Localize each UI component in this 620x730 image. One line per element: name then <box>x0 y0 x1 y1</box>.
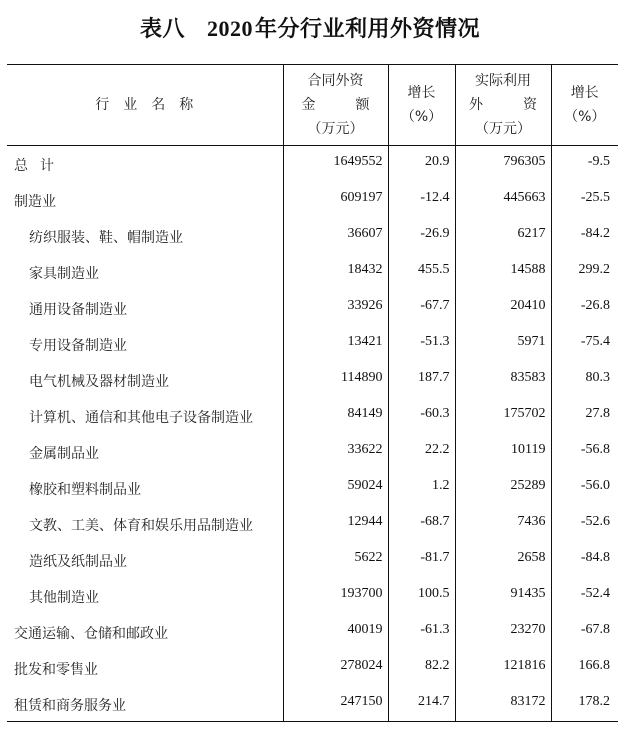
actual-amount-cell: 445663 <box>455 182 551 218</box>
table-row <box>7 470 618 506</box>
actual-growth-cell: -25.5 <box>551 182 618 218</box>
table-row <box>7 326 618 362</box>
actual-growth-cell: -84.2 <box>551 218 618 254</box>
table-row <box>7 542 618 578</box>
contract-growth-cell: 100.5 <box>388 578 455 614</box>
actual-growth-cell: 27.8 <box>551 398 618 434</box>
contract-amount-cell: 13421 <box>283 326 388 362</box>
header-actual-line1: 实际利用 <box>475 73 531 89</box>
actual-growth-cell: -52.4 <box>551 578 618 614</box>
contract-growth-cell: -61.3 <box>388 614 455 650</box>
table-row <box>7 182 618 218</box>
actual-growth-cell: 178.2 <box>551 686 618 722</box>
header-actual-growth <box>551 65 618 146</box>
actual-amount-cell: 91435 <box>455 578 551 614</box>
contract-amount-cell: 33622 <box>283 434 388 470</box>
table-row <box>7 290 618 326</box>
contract-amount-cell: 609197 <box>283 182 388 218</box>
actual-growth-cell: -9.5 <box>551 146 618 182</box>
header-actual-line2: 外 资 <box>469 97 537 113</box>
table-number: 表八 <box>139 16 185 41</box>
actual-amount-cell: 14588 <box>455 254 551 290</box>
table-title <box>0 12 620 43</box>
industry-name-cell: 租赁和商务服务业 <box>7 686 283 722</box>
actual-amount-cell: 25289 <box>455 470 551 506</box>
header-contract-line2: 金 额 <box>301 97 370 113</box>
contract-amount-cell: 278024 <box>283 650 388 686</box>
actual-growth-cell: 80.3 <box>551 362 618 398</box>
header-contract-growth-line1: 增长 <box>407 85 436 101</box>
header-contract-line1: 合同外资 <box>307 73 364 89</box>
table-row <box>7 686 618 722</box>
actual-amount-cell: 2658 <box>455 542 551 578</box>
table-row <box>7 434 618 470</box>
header-contract-line3: （万元） <box>307 121 364 137</box>
contract-amount-cell: 5622 <box>283 542 388 578</box>
contract-amount-cell: 247150 <box>283 686 388 722</box>
table-row <box>7 650 618 686</box>
contract-growth-cell: 455.5 <box>388 254 455 290</box>
header-contract-amount <box>283 65 388 146</box>
contract-growth-cell: -60.3 <box>388 398 455 434</box>
actual-amount-cell: 6217 <box>455 218 551 254</box>
actual-amount-cell: 10119 <box>455 434 551 470</box>
contract-amount-cell: 114890 <box>283 362 388 398</box>
contract-growth-cell: 214.7 <box>388 686 455 722</box>
industry-name-cell: 橡胶和塑料制品业 <box>29 481 141 498</box>
industry-name-cell: 家具制造业 <box>29 265 99 282</box>
table-row <box>7 218 618 254</box>
table-body <box>7 146 618 722</box>
actual-growth-cell: -26.8 <box>551 290 618 326</box>
actual-amount-cell: 83172 <box>455 686 551 722</box>
header-contract-growth <box>388 65 455 146</box>
contract-amount-cell: 84149 <box>283 398 388 434</box>
contract-amount-cell: 36607 <box>283 218 388 254</box>
industry-name-cell: 总计 <box>14 158 66 174</box>
industry-name-cell: 通用设备制造业 <box>29 301 127 318</box>
actual-growth-cell: 166.8 <box>551 650 618 686</box>
header-row <box>7 65 618 146</box>
contract-growth-cell: 1.2 <box>388 470 455 506</box>
actual-growth-cell: -75.4 <box>551 326 618 362</box>
contract-amount-cell: 33926 <box>283 290 388 326</box>
actual-amount-cell: 175702 <box>455 398 551 434</box>
header-actual-growth-line1: 增长 <box>570 85 599 101</box>
title-text: 年分行业利用外资情况 <box>255 16 481 41</box>
actual-growth-cell: 299.2 <box>551 254 618 290</box>
contract-growth-cell: 187.7 <box>388 362 455 398</box>
contract-growth-cell: -51.3 <box>388 326 455 362</box>
table-row <box>7 362 618 398</box>
contract-growth-cell: -26.9 <box>388 218 455 254</box>
industry-name-cell: 文教、工美、体育和娱乐用品制造业 <box>29 517 253 534</box>
industry-name-cell: 制造业 <box>14 193 56 210</box>
contract-growth-cell: 22.2 <box>388 434 455 470</box>
table-row <box>7 254 618 290</box>
actual-growth-cell: -56.0 <box>551 470 618 506</box>
contract-growth-cell: -81.7 <box>388 542 455 578</box>
contract-growth-cell: -67.7 <box>388 290 455 326</box>
table-row <box>7 398 618 434</box>
actual-amount-cell: 796305 <box>455 146 551 182</box>
contract-growth-cell: -12.4 <box>388 182 455 218</box>
actual-amount-cell: 83583 <box>455 362 551 398</box>
header-actual-amount <box>455 65 551 146</box>
contract-growth-cell: 20.9 <box>388 146 455 182</box>
industry-name-cell: 纺织服装、鞋、帽制造业 <box>29 229 183 246</box>
actual-amount-cell: 7436 <box>455 506 551 542</box>
table-row <box>7 614 618 650</box>
table-row <box>7 578 618 614</box>
industry-name-cell: 批发和零售业 <box>14 661 98 678</box>
contract-amount-cell: 40019 <box>283 614 388 650</box>
industry-name-cell: 电气机械及器材制造业 <box>29 373 169 390</box>
contract-amount-cell: 12944 <box>283 506 388 542</box>
contract-growth-cell: 82.2 <box>388 650 455 686</box>
actual-growth-cell: -67.8 <box>551 614 618 650</box>
industry-name-cell: 其他制造业 <box>29 589 99 606</box>
header-actual-growth-line2: （%） <box>564 109 606 125</box>
industry-name-cell: 交通运输、仓储和邮政业 <box>14 625 168 642</box>
header-actual-line3: （万元） <box>475 121 531 137</box>
contract-amount-cell: 193700 <box>283 578 388 614</box>
actual-amount-cell: 121816 <box>455 650 551 686</box>
actual-growth-cell: -52.6 <box>551 506 618 542</box>
actual-amount-cell: 5971 <box>455 326 551 362</box>
header-contract-growth-line2: （%） <box>400 109 443 125</box>
header-industry: 行业名称 <box>7 65 283 146</box>
table-row <box>7 506 618 542</box>
industry-name-cell: 专用设备制造业 <box>29 337 127 354</box>
actual-growth-cell: -84.8 <box>551 542 618 578</box>
title-year: 2020 <box>207 16 253 41</box>
table-row <box>7 146 618 182</box>
contract-growth-cell: -68.7 <box>388 506 455 542</box>
actual-growth-cell: -56.8 <box>551 434 618 470</box>
industry-name-cell: 金属制品业 <box>29 445 99 462</box>
industry-name-cell: 计算机、通信和其他电子设备制造业 <box>29 409 253 426</box>
contract-amount-cell: 59024 <box>283 470 388 506</box>
actual-amount-cell: 20410 <box>455 290 551 326</box>
industry-name-cell: 造纸及纸制品业 <box>29 553 127 570</box>
contract-amount-cell: 1649552 <box>283 146 388 182</box>
contract-amount-cell: 18432 <box>283 254 388 290</box>
actual-amount-cell: 23270 <box>455 614 551 650</box>
fdi-by-industry-table <box>7 64 618 722</box>
